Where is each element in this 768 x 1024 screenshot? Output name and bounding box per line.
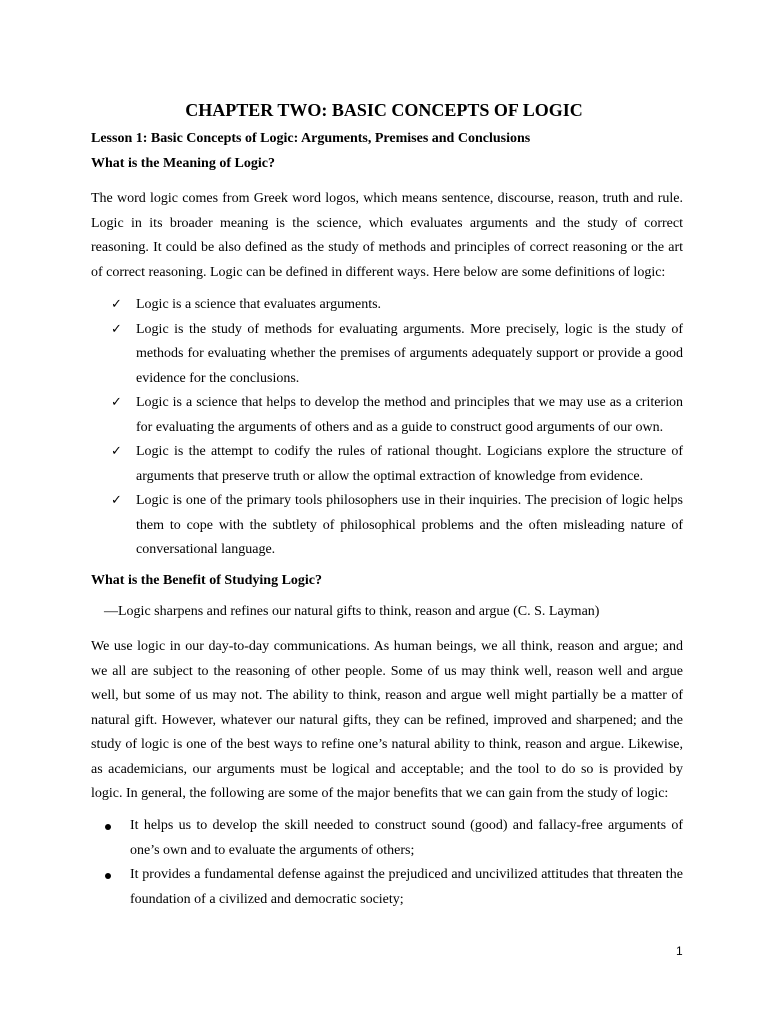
list-item	[91, 293, 683, 318]
chapter-title: CHAPTER TWO: BASIC CONCEPTS OF LOGIC	[185, 100, 583, 120]
checkmark-icon: ✓	[111, 493, 122, 508]
section-heading-benefit: What is the Benefit of Studying Logic?	[91, 573, 323, 588]
list-item-text: It helps us to develop the skill needed to construct sound (good) and fallacy-free arguments of one’s own and to evaluate the arguments of others;	[130, 818, 683, 858]
checkmark-icon: ✓	[111, 444, 122, 459]
paragraph-benefit: We use logic in our day-to-day communications. As human beings, we all think, reason and argue; and we all are subject to the reasoning of other people. Some of us may think well, reason well and argue well, but some of us may not. The ability to think, reason and argue well might partially be a matter of natural gift. However, whatever our natural gifts, they can be refined, improved and sharpened; and the study of logic is one of the best ways to refine one’s natural ability to think, reason and argue. Likewise, as academicians, our arguments must be logical and acceptable; and the tool to do so is provided by logic. In general, the following are some of the major benefits that we can gain from the study of logic:	[91, 639, 683, 801]
checkmark-icon: ✓	[111, 297, 122, 312]
list-item	[91, 863, 683, 912]
list-item	[91, 318, 683, 392]
list-item-text: Logic is a science that helps to develop the method and principles that we may use as a criterion for evaluating the arguments of others and as a guide to construct good arguments of our own.	[136, 395, 683, 435]
section-heading-meaning: What is the Meaning of Logic?	[91, 156, 275, 171]
list-item	[91, 489, 683, 563]
layman-quote: —Logic sharpens and refines our natural gifts to think, reason and argue (C. S. Layman)	[104, 604, 600, 619]
page-number: 1	[676, 944, 683, 958]
bullet-icon	[105, 824, 111, 830]
lesson-title: Lesson 1: Basic Concepts of Logic: Arguments, Premises and Conclusions	[91, 131, 531, 146]
list-item-text: Logic is a science that evaluates arguments.	[136, 297, 382, 312]
list-item-text: Logic is the study of methods for evaluating arguments. More precisely, logic is the study of methods for evaluating whether the premises of arguments adequately support or provide a good evidence for the conclusions.	[136, 321, 683, 386]
bullet-icon	[105, 873, 111, 879]
checkmark-icon: ✓	[111, 395, 122, 410]
definitions-list	[91, 293, 683, 563]
list-item-text: Logic is one of the primary tools philosophers use in their inquiries. The precision of logic helps them to cope with the subtlety of philosophical problems and the often misleading nature of conversational language.	[136, 493, 683, 557]
list-item-text: It provides a fundamental defense against the prejudiced and uncivilized attitudes that threaten the foundation of a civilized and democratic society;	[130, 867, 683, 907]
list-item	[91, 391, 683, 440]
checkmark-icon: ✓	[111, 321, 122, 337]
list-item	[91, 814, 683, 863]
list-item-text: Logic is the attempt to codify the rules of rational thought. Logicians explore the structure of arguments that preserve truth or allow the optimal extraction of knowledge from evidence.	[136, 444, 683, 484]
list-item	[91, 440, 683, 489]
paragraph-meaning: The word logic comes from Greek word logos, which means sentence, discourse, reason, truth and rule. Logic in its broader meaning is the science, which evaluates arguments and the study of correct reasoning. It could be also defined as the study of methods and principles of correct reasoning or the art of correct reasoning. Logic can be defined in different ways. Here below are some definitions of logic:	[91, 191, 683, 280]
benefits-list	[91, 814, 683, 912]
